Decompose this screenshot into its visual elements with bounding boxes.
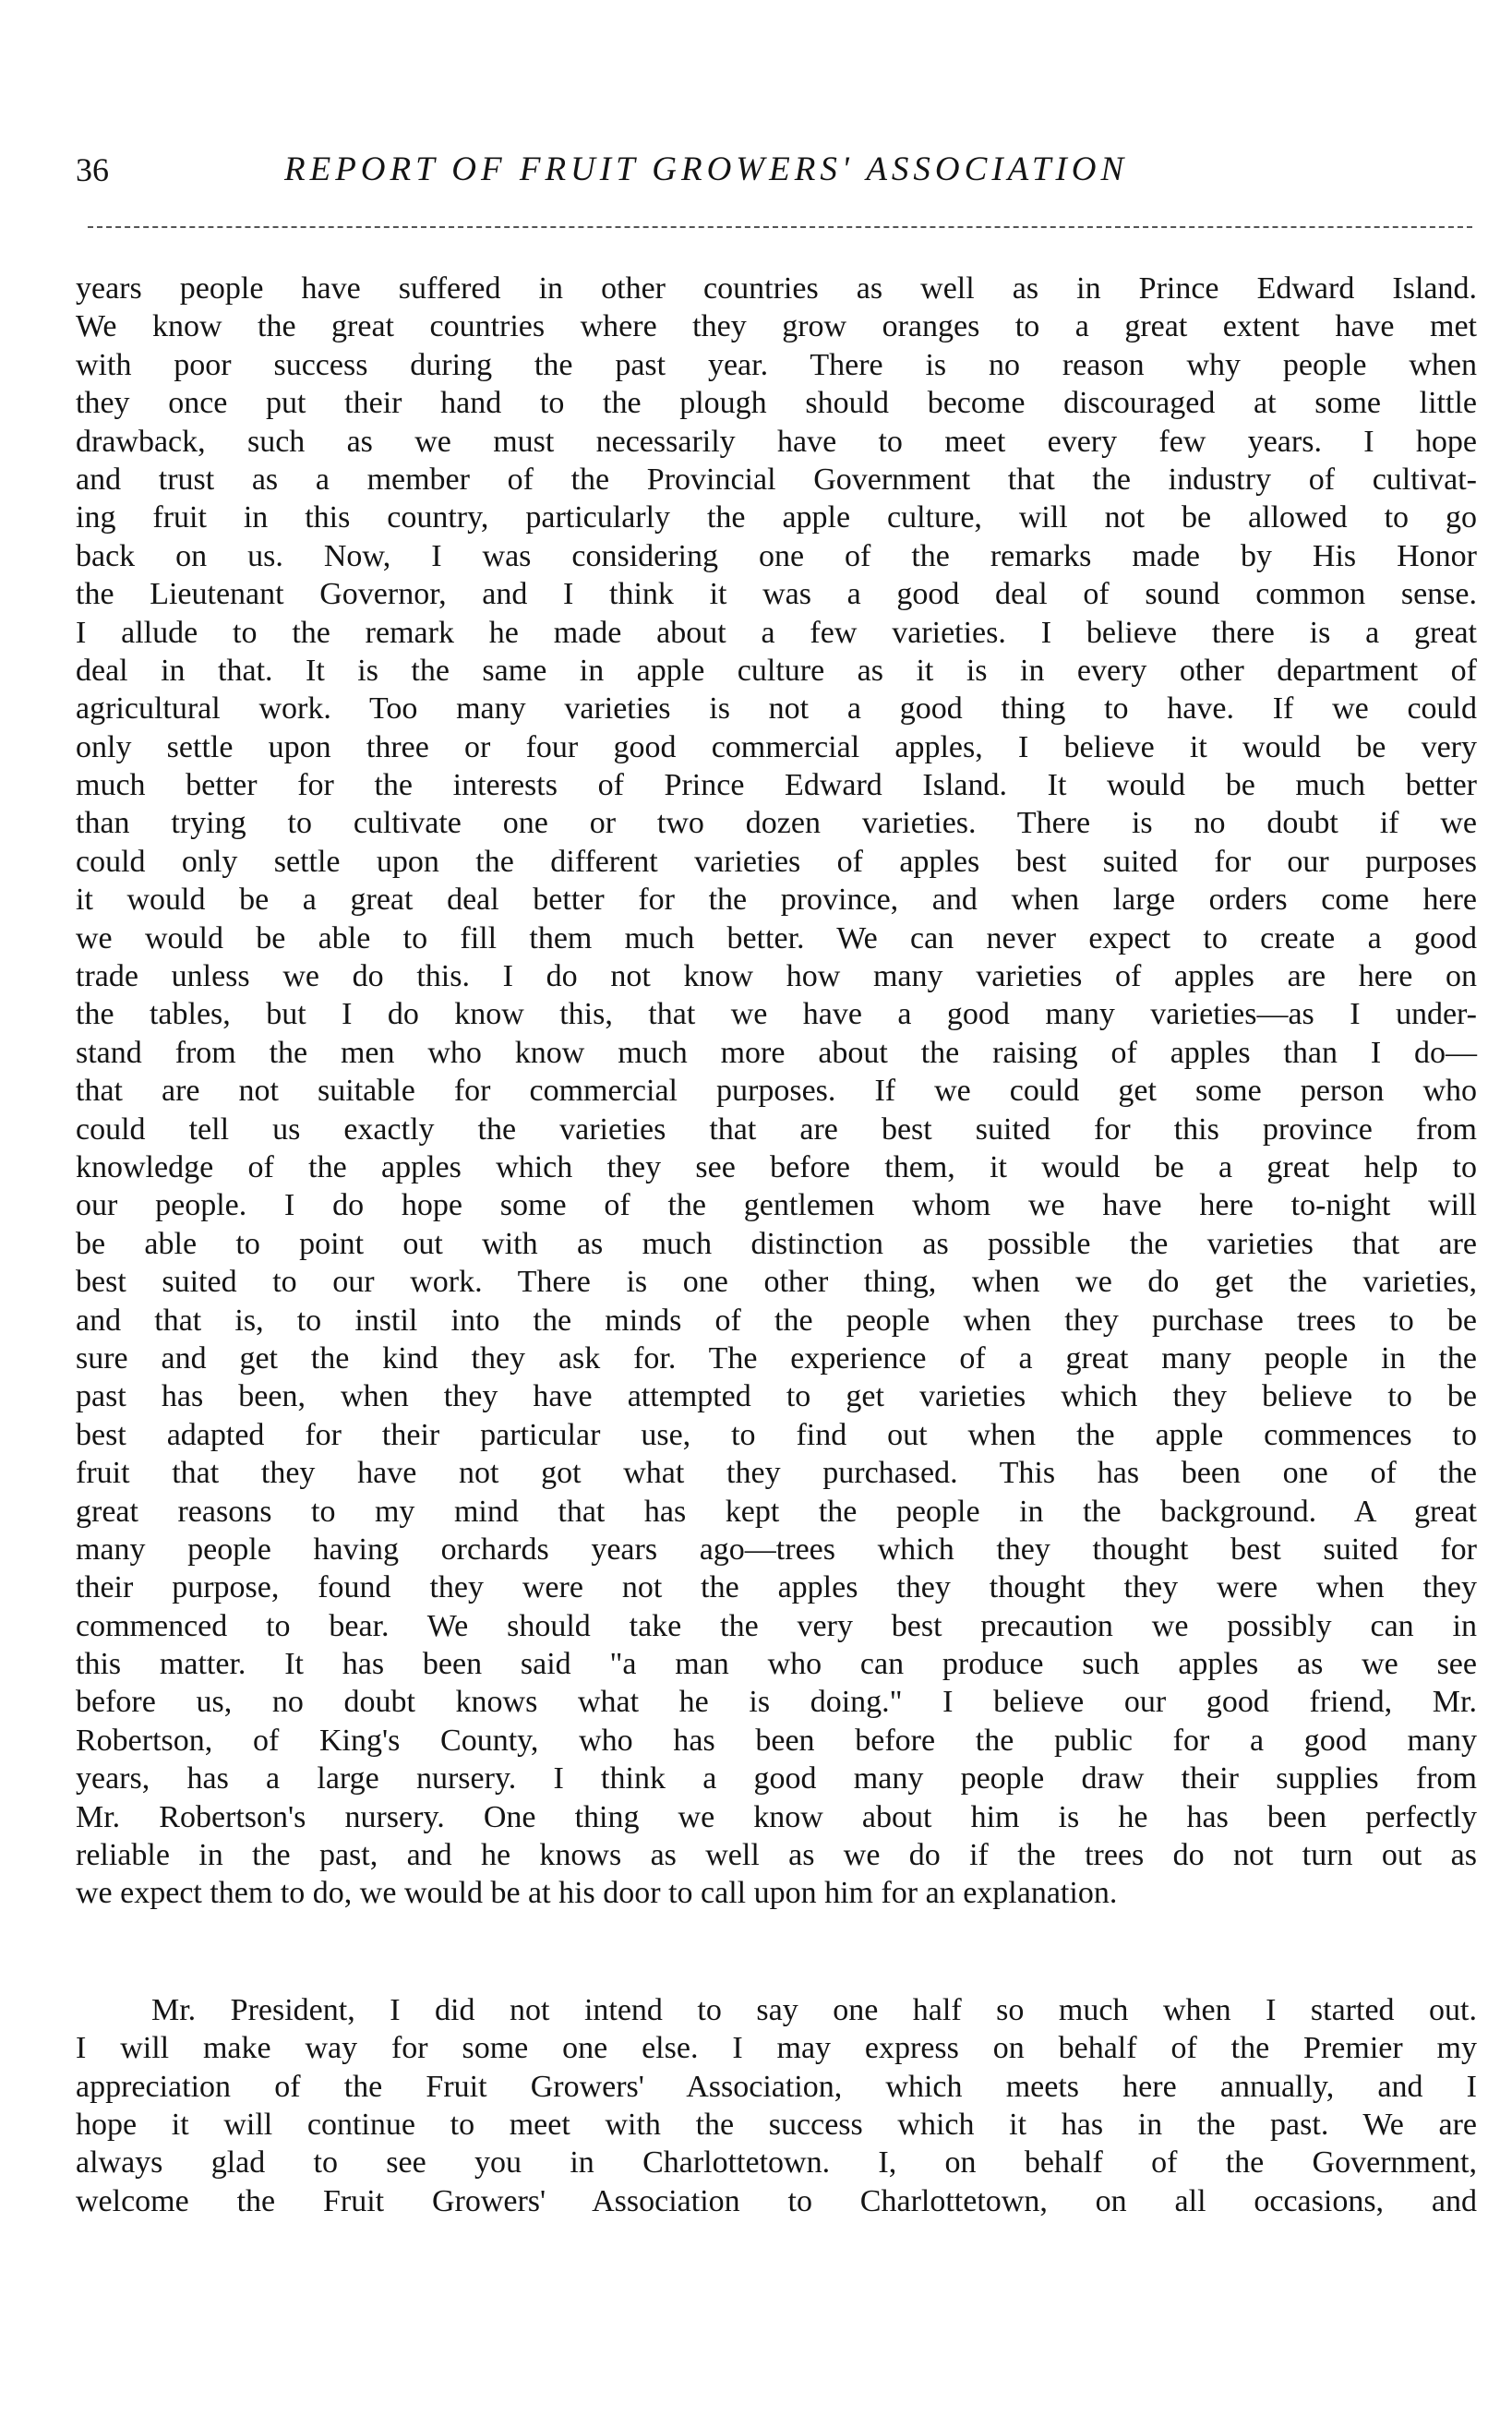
text-line: before us, no doubt knows what he is doing." I believe our good friend, Mr. <box>76 1685 1477 1720</box>
paragraph <box>76 1991 1477 2220</box>
text-line: they once put their hand to the plough should become discouraged at some little <box>76 386 1477 421</box>
text-line: appreciation of the Fruit Growers' Association, which meets here annually, and I <box>76 2069 1477 2104</box>
text-line: past has been, when they have attempted to get varieties which they believe to be <box>76 1379 1477 1414</box>
paragraph <box>76 270 1477 1913</box>
text-line: could tell us exactly the varieties that are best suited for this province from <box>76 1111 1477 1147</box>
text-line: deal in that. It is the same in apple culture as it is in every other department of <box>76 653 1477 688</box>
text-line: and trust as a member of the Provincial Government that the industry of cultivat- <box>76 462 1477 497</box>
text-line: Robertson, of King's County, who has been before the public for a good many <box>76 1723 1477 1758</box>
text-line: welcome the Fruit Growers' Association to Charlottetown, on all occasions, and <box>76 2183 1477 2218</box>
header-rule <box>88 226 1472 228</box>
text-line: Mr. Robertson's nursery. One thing we know about him is he has been perfectly <box>76 1799 1477 1834</box>
text-line: best suited to our work. There is one other thing, when we do get the varieties, <box>76 1265 1477 1300</box>
text-line: I allude to the remark he made about a few varieties. I believe there is a great <box>76 615 1477 650</box>
paragraph-gap <box>76 1913 1477 1991</box>
text-line: we expect them to do, we would be at his door to call upon him for an explanation. <box>76 1876 1118 1911</box>
text-line: trade unless we do this. I do not know how many varieties of apples are here on <box>76 959 1477 994</box>
text-line: I will make way for some one else. I may express on behalf of the Premier my <box>76 2031 1477 2066</box>
text-line: our people. I do hope some of the gentlemen whom we have here to-night will <box>76 1188 1477 1223</box>
text-line: commenced to bear. We should take the very best precaution we possibly can in <box>76 1608 1477 1643</box>
text-line: be able to point out with as much distinction as possible the varieties that are <box>76 1226 1477 1261</box>
text-line: always glad to see you in Charlottetown. I, on behalf of the Government, <box>76 2145 1477 2181</box>
text-line: much better for the interests of Prince Edward Island. It would be much better <box>76 768 1477 803</box>
body-text <box>76 270 1477 2220</box>
text-line: back on us. Now, I was considering one of the remarks made by His Honor <box>76 538 1477 573</box>
text-line: we would be able to fill them much better. We can never expect to create a good <box>76 920 1477 955</box>
text-line: sure and get the kind they ask for. The experience of a great many people in the <box>76 1340 1477 1376</box>
text-line: years, has a large nursery. I think a good many people draw their supplies from <box>76 1761 1477 1796</box>
text-line: the tables, but I do know this, that we have a good many varieties—as I under- <box>76 997 1477 1032</box>
text-line: their purpose, found they were not the apples they thought they were when they <box>76 1570 1477 1605</box>
text-line: years people have suffered in other countries as well as in Prince Edward Island. <box>76 271 1477 306</box>
text-line: We know the great countries where they grow oranges to a great extent have met <box>76 309 1477 344</box>
page-header <box>76 148 1479 203</box>
text-line: best adapted for their particular use, to find out when the apple commences to <box>76 1417 1477 1452</box>
text-line: could only settle upon the different varieties of apples best suited for our purposes <box>76 844 1477 879</box>
text-line: and that is, to instil into the minds of the people when they purchase trees to be <box>76 1303 1477 1338</box>
text-line: fruit that they have not got what they purchased. This has been one of the <box>76 1456 1477 1491</box>
text-line: this matter. It has been said "a man who can produce such apples as we see <box>76 1647 1477 1682</box>
running-head: REPORT OF FRUIT GROWERS' ASSOCIATION <box>284 150 1129 188</box>
text-line: many people having orchards years ago—trees which they thought best suited for <box>76 1532 1477 1567</box>
text-line: only settle upon three or four good commercial apples, I believe it would be very <box>76 729 1477 764</box>
text-line: reliable in the past, and he knows as well as we do if the trees do not turn out as <box>76 1838 1477 1873</box>
text-line: drawback, such as we must necessarily have to meet every few years. I hope <box>76 424 1477 459</box>
text-line: knowledge of the apples which they see before them, it would be a great help to <box>76 1149 1477 1184</box>
text-line: with poor success during the past year. There is no reason why people when <box>76 347 1477 382</box>
text-line: agricultural work. Too many varieties is not a good thing to have. If we could <box>76 691 1477 727</box>
text-line: that are not suitable for commercial purposes. If we could get some person who <box>76 1074 1477 1109</box>
text-line: stand from the men who know much more about the raising of apples than I do— <box>76 1035 1477 1070</box>
text-line: the Lieutenant Governor, and I think it was a good deal of sound common sense. <box>76 577 1477 612</box>
text-line: Mr. President, I did not intend to say one half so much when I started out. <box>151 1992 1477 2027</box>
text-line: great reasons to my mind that has kept the people in the background. A great <box>76 1494 1477 1529</box>
text-line: hope it will continue to meet with the success which it has in the past. We are <box>76 2107 1477 2142</box>
text-line: it would be a great deal better for the province, and when large orders come here <box>76 883 1477 918</box>
text-line: ing fruit in this country, particularly the apple culture, will not be allowed to go <box>76 500 1477 535</box>
page-number: 36 <box>76 151 109 188</box>
text-line: than trying to cultivate one or two dozen varieties. There is no doubt if we <box>76 806 1477 841</box>
